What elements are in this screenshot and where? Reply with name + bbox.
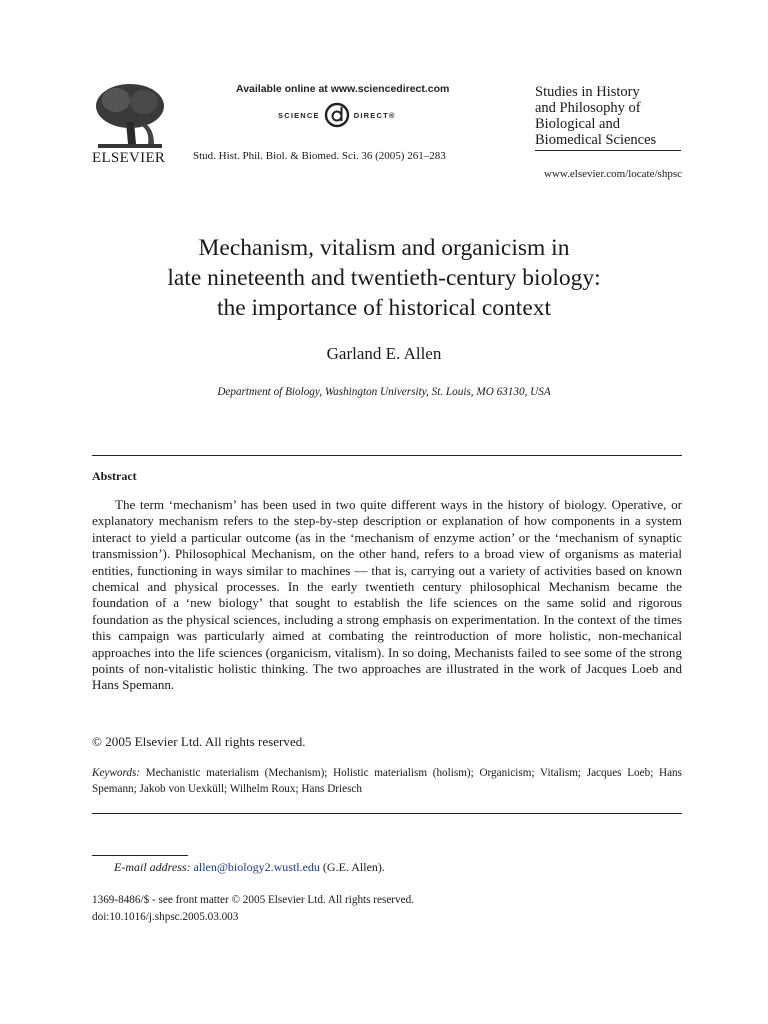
journal-title-block: [535, 84, 681, 151]
keywords: [92, 765, 682, 797]
abstract-copyright: © 2005 Elsevier Ltd. All rights reserved.: [92, 734, 306, 749]
abstract-body: [92, 497, 682, 694]
abstract-paragraph: The term ‘mechanism’ has been used in two quite different ways in the history of biology. Operative, or explanatory mechanism refers to the step-by-step description or explanation of how components in a system interact to yield a particular outcome (as in the ‘mechanism of enzyme action’ or the ‘mechanism of synaptic transmission’). Philosophical Mechanism, on the other hand, refers to a broad view of organisms as material entities, functioning in ways similar to machines — that is, carrying out a variety of activities based on known chemical and physical processes. In the early twentieth century philosophical Mechanism became the foundation of a ‘new biology’ that sought to establish the life sciences on the same solid and rigorous foundation as the physical sciences, including a strong emphasis on experimentation. In the context of the times this campaign was particularly aimed at combating the reintroduction of more holistic, non-mechanical approaches into the life sciences (organicism, vitalism). In so doing, Mechanists failed to see some of the strong points of non-vitalistic holistic thinking. The two approaches are illustrated in the work of Jacques Loeb and Hans Spemann.: [92, 497, 682, 693]
keywords-text: Mechanistic materialism (Mechanism); Holistic materialism (holism); Organicism; Vitalism; Jacques Loeb; Hans Spemann; Jakob von Uexküll; Wilhelm Roux; Hans Driesch: [92, 767, 683, 795]
publisher-name: ELSEVIER: [92, 150, 166, 166]
email-label: E-mail address:: [114, 860, 191, 874]
author-email: [114, 860, 385, 875]
title-line: late nineteenth and twentieth-century biology:: [167, 265, 601, 291]
author-name: Garland E. Allen: [326, 344, 442, 363]
sciencedirect-right-text: DIRECT®: [353, 110, 396, 120]
available-online-text: Available online at www.sciencedirect.com: [236, 83, 450, 95]
email-link[interactable]: allen@biology2.wustl.edu: [193, 860, 320, 874]
abstract-heading: Abstract: [92, 469, 137, 483]
author-affiliation: Department of Biology, Washington University, St. Louis, MO 63130, USA: [217, 386, 551, 398]
keywords-label: Keywords:: [92, 767, 141, 779]
elsevier-tree-logo: [92, 82, 168, 152]
title-line: Mechanism, vitalism and organicism in: [198, 235, 570, 261]
article-title: [60, 233, 708, 323]
title-line: the importance of historical context: [216, 295, 552, 321]
email-suffix: (G.E. Allen).: [322, 860, 385, 874]
journal-title-line: and Philosophy of: [535, 100, 641, 116]
issn-line: 1369-8486/$ - see front matter © 2005 Elsevier Ltd. All rights reserved.: [92, 894, 414, 906]
sciencedirect-d-icon: [323, 101, 351, 129]
journal-url[interactable]: www.elsevier.com/locate/shpsc: [544, 168, 682, 180]
journal-citation: Stud. Hist. Phil. Biol. & Biomed. Sci. 36 (2005) 261–283: [193, 150, 446, 162]
doi-line[interactable]: doi:10.1016/j.shpsc.2005.03.003: [92, 911, 239, 923]
journal-title-line: Biological and: [535, 116, 620, 132]
journal-title-line: Studies in History: [535, 84, 640, 100]
footnote-rule: [92, 855, 188, 856]
journal-title-line: Biomedical Sciences: [535, 132, 657, 148]
divider-top: [92, 455, 682, 456]
sciencedirect-logo: [278, 100, 396, 130]
sciencedirect-left-text: SCIENCE: [278, 110, 320, 120]
divider-bottom: [92, 813, 682, 814]
